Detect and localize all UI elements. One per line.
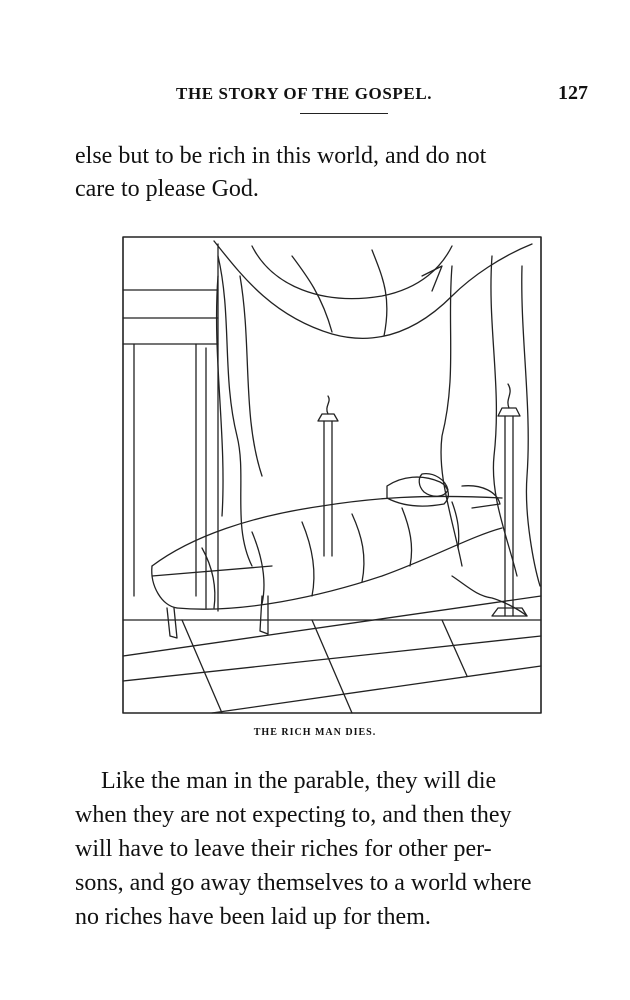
text-line: Like the man in the parable, they will die [101,768,497,794]
text-line: will have to leave their riches for other per- [75,836,492,862]
deathbed-engraving [122,236,542,714]
text-line: else but to be rich in this world, and do not [75,143,487,169]
text-line: no riches have been laid up for them. [75,904,431,930]
header-rule [300,113,388,114]
text-line: when they are not expecting to, and then they [75,802,512,828]
page-number: 127 [558,82,588,104]
bottom-paragraph [75,764,595,934]
top-paragraph [75,140,595,206]
text-line: care to please God. [75,176,259,202]
illustration [122,236,542,714]
text-line: sons, and go away themselves to a world where [75,870,532,896]
figure-caption: THE RICH MAN DIES. [253,727,377,738]
running-head: THE STORY OF THE GOSPEL. [176,84,433,103]
